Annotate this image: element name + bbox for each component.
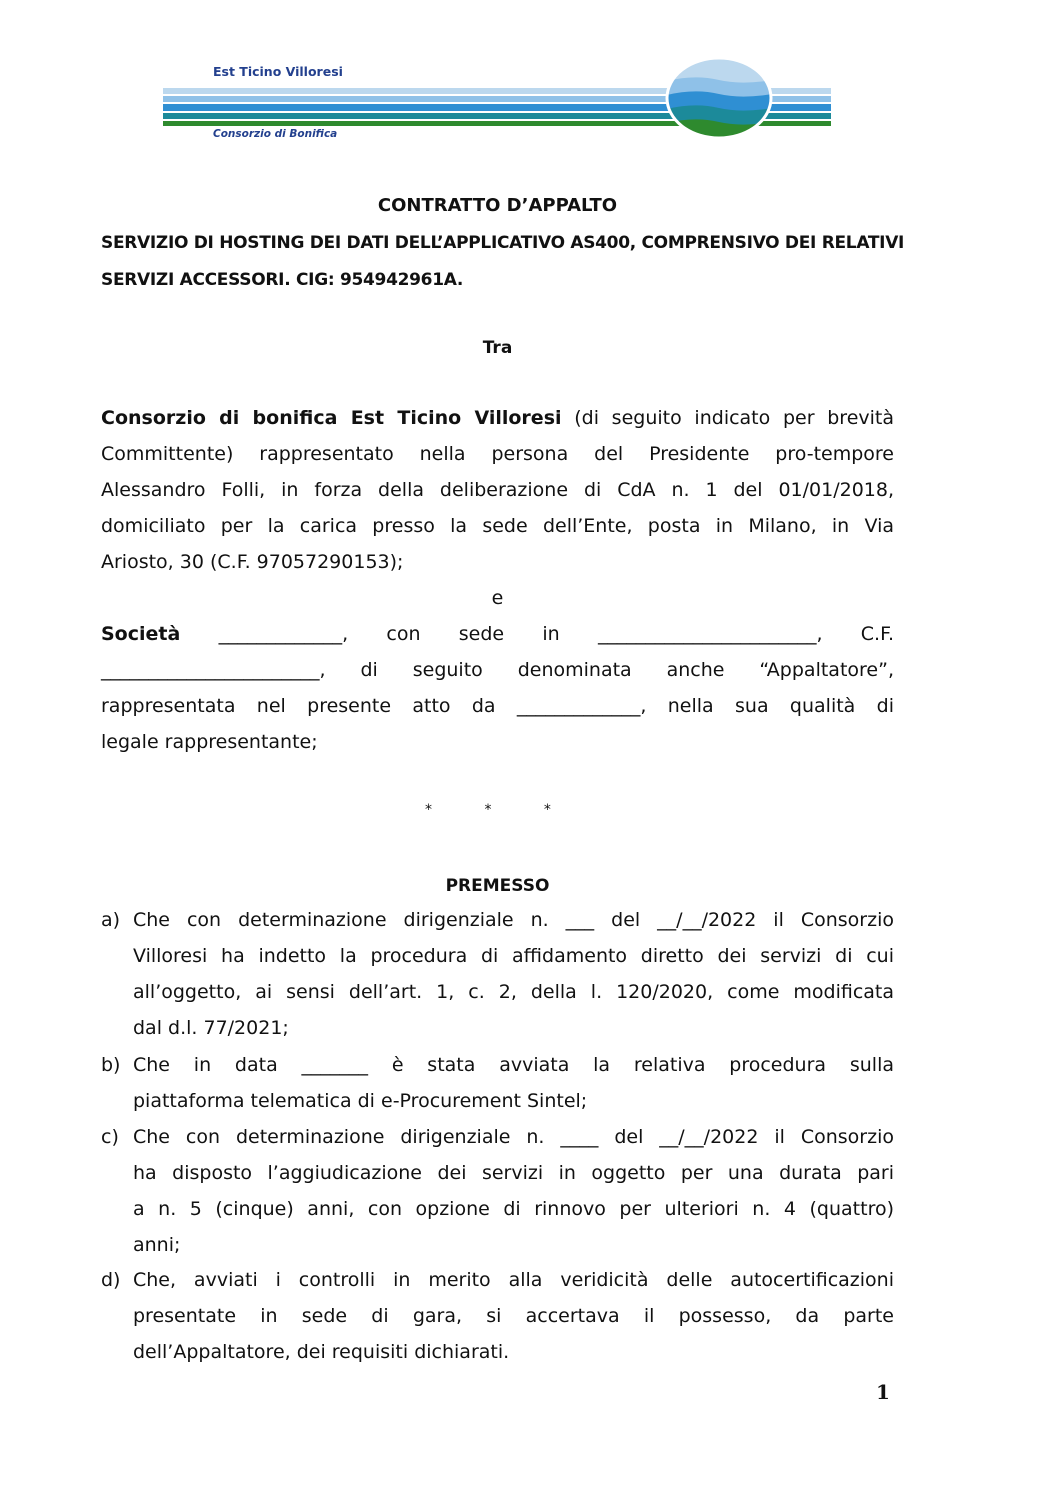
logo-title: Est Ticino Villoresi [213, 64, 343, 79]
logo-subtitle: Consorzio di Bonifica [213, 128, 338, 140]
premesso-item-line: Che con determinazione dirigenziale n. ____ del __/__/2022 il Consorzio [133, 1126, 894, 1148]
premesso-item-line: Che in data _______ è stata avviata la relativa procedura sulla [133, 1054, 894, 1076]
party2-line-3: rappresentata nel presente atto da _____________, nella sua qualità di [101, 695, 894, 717]
premesso-item-line: Che, avviati i controlli in merito alla veridicità delle autocertificazioni [133, 1269, 894, 1291]
party1-line-1 [101, 408, 894, 428]
section-separator: * * * [425, 802, 551, 818]
premesso-item-label: d) [101, 1269, 121, 1291]
premesso-item-label: c) [101, 1126, 119, 1148]
premesso-item-line: piattaforma telematica di e-Procurement Sintel; [133, 1090, 588, 1112]
premesso-heading: PREMESSO [445, 876, 550, 896]
party2-line-4: legale rappresentante; [101, 731, 318, 753]
page-number: 1 [876, 1380, 890, 1404]
party1-line-5: Ariosto, 30 (C.F. 97057290153); [101, 551, 404, 573]
party2-line-2: _______________________, di seguito denominata anche “Appaltatore”, [101, 659, 894, 681]
party1-name: Consorzio di bonifica Est Ticino Villoresi [101, 407, 562, 429]
premesso-item-line: dell’Appaltatore, dei requisiti dichiarati. [133, 1341, 510, 1363]
premesso-item-label: a) [101, 909, 121, 931]
and-label: e [491, 587, 504, 609]
party2-name: Società [101, 623, 181, 645]
premesso-item-line: presentate in sede di gara, si accertava il possesso, da parte [133, 1305, 894, 1327]
party1-line-2: Committente) rappresentato nella persona del Presidente pro-tempore [101, 443, 894, 465]
party1-line-1-text: (di seguito indicato per brevità [561, 407, 894, 429]
party1-line-3: Alessandro Folli, in forza della deliberazione di CdA n. 1 del 01/01/2018, [101, 479, 894, 501]
subtitle-line-2: SERVIZI ACCESSORI. CIG: 954942961A. [101, 270, 464, 290]
party2-line-1 [101, 624, 894, 644]
party2-line-1-text: _____________, con sede in _______________________, C.F. [218, 623, 894, 645]
premesso-item-line: all’oggetto, ai sensi dell’art. 1, c. 2, della l. 120/2020, come modificata [133, 981, 894, 1003]
subtitle-line-1: SERVIZIO DI HOSTING DEI DATI DELL’APPLICATIVO AS400, COMPRENSIVO DEI RELATIVI [101, 233, 905, 253]
premesso-item-line: Villoresi ha indetto la procedura di affidamento diretto dei servizi di cui [133, 945, 894, 967]
document-title: CONTRATTO D’APPALTO [377, 195, 618, 216]
premesso-item-line: ha disposto l’aggiudicazione dei servizi in oggetto per una durata pari [133, 1162, 894, 1184]
premesso-item-line: Che con determinazione dirigenziale n. ___ del __/__/2022 il Consorzio [133, 909, 894, 931]
consorzio-logo [163, 58, 831, 144]
between-label: Tra [482, 338, 513, 358]
party1-line-4: domiciliato per la carica presso la sede dell’Ente, posta in Milano, in Via [101, 515, 894, 537]
premesso-item-line: a n. 5 (cinque) anni, con opzione di rinnovo per ulteriori n. 4 (quattro) [133, 1198, 894, 1220]
premesso-item-label: b) [101, 1054, 121, 1076]
premesso-item-line: anni; [133, 1234, 181, 1256]
premesso-item-line: dal d.l. 77/2021; [133, 1017, 289, 1039]
